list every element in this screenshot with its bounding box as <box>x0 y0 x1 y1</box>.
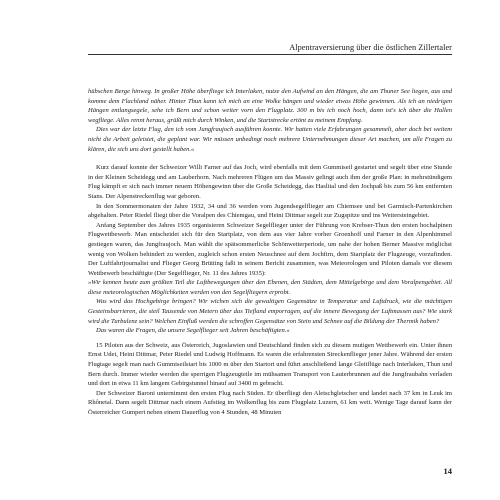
paragraph: 15 Piloten aus der Schweiz, aus Österreich, Jugoslawien und Deutschland finden sich zu diesem mutigen Wettbewerb ein. Unter ihnen Ernst Udet, Heini Dittmar, Peter Riedel und Ludwig Hoffmann. Es waren die erfahrensten Streckenflieger jener Jahre. Während der ersten Flugtage segelt man nach Gummiseilstart bis 1000 m über den Startort und führt anschließend lange Gleitflüge nach Interlaken, Thun und Bern durch. Immer wieder werden die sperrigen Flugzeugteile im mühsamen Transport von Lauterbrunnen auf die Jungfraubahn verladen und dort in etwa 11 km langem Gebirgstunnel hinauf auf 3400 m gebracht. <box>88 341 452 388</box>
header-rule <box>88 54 452 55</box>
body-text <box>88 87 452 418</box>
paragraph: Der Schweizer Baroni unternimmt den ersten Flug nach Süden. Er überfliegt den Aletschgletscher und landet nach 37 km in Leuk im Rhônetal. Dann segelt Dittmar nach einem Aufstieg im Wolkenflug bis zum Flugplatz Luzern, 61 km weit. Wenige Tage darauf kann der Österreicher Gumpert neben einem Dauerflug von 4 Stunden, 48 Minuten <box>88 389 452 416</box>
paragraph: Anfang September des Jahres 1935 organisieren Schweizer Segelflieger unter der Führung von Krebser-Thun den ersten hochalpinen Flugwettbewerb. Man entscheidet sich für den Startplatz, von dem aus vier Jahre vorher Groenhoff und Farner in den Alpenhimmel gestiegen waren, das Jungfraujoch. Man wählt die spätsommerliche Schönwetterperiode, um nahe der hohen Berner Massive möglichst wenig von Wolken behindert zu werden, zugleich schon ersten Neuschnee auf dem Jochfirn, dem Startplatz der Flugzeuge, vorzufinden. Der Luftfahrtjournalist und Flieger Georg Brütting faßt in seinem Bericht zusammen, was Meteorologen und Piloten damals vor diesem Wettbewerb beschäftigte (Der Segelflieger, Nr. 11 des Jahres 1935): <box>88 221 452 277</box>
paragraph: Dies war der letzte Flug, den ich vom Jungfraujoch ausführen konnte. Wir hatten viele Erfahrungen gesammelt, aber doch bei weitem nicht die Arbeit geleistet, die geplant war. Wir müssen unbedingt noch mehrere Unternehmungen dieser Art machen, um alle Fragen zu klären, die sich uns dort gestellt haben.« <box>88 126 452 153</box>
quote-paragraph: Das waren die Fragen, die unsere Segelflieger seit Jahren beschäftigten.« <box>96 327 290 335</box>
page-number: 14 <box>443 466 452 476</box>
paragraph: hübschen Berge hinweg. In großer Höhe überfliege ich Interlaken, nutze den Aufwind an den Hängen, die am Thuner See liegen, aus und komme dem Flachland näher. Hinter Thun kann ich mich an eine Wolke hängen und wieder etwas Höhe gewinnen. Als ich an niedrigen Hängen entlangsegele, sehe ich Bern und schon weiter vorn den Flugplatz. 300 m bis ich noch hoch, dann ist's ich über die Hallen wegfliege. Alles rennt heraus, grüßt mich durch Winken, und die Startstrecke ertönt zu meinem Empfang. <box>88 88 452 124</box>
quote-paragraph: Was wird das Hochgebirge bringen? Wir wichen sich die gewaltigen Gegensätze in Temperatur und Luftdruck, wie die mächtigen Gesteinsbarrieren, die steil Tausende von Metern über das Tiefland emporragen, auf die innere Bewegung der Luftmassen aus? Wie stark wird die Turbulenz sein? Welchen Einfluß werden die schroffen Gegensätze von Stein und Schnee auf die Bildung der Thermik haben? <box>88 298 452 325</box>
header-title: Alpentraversierung über die östlichen Zillertaler <box>289 43 452 52</box>
running-header <box>0 43 500 57</box>
quote-paragraph: »Wir kennen heute zum größten Teil die Luftbewegungen über den Ebenen, den Städten, dem Mittelgebirge und dem Voralpengebiet. All diese meteorologischen Möglichkeiten werden von den Segelfliegern erprobt. <box>88 279 452 296</box>
paragraph: In den Sommermonaten der Jahre 1932, 34 und 36 werden vom Jugendsegelflieger am Chiemsee und bei Garmisch-Partenkirchen abgehalten. Peter Riedel fliegt über die Voralpen des Chiemgau, und Heini Dittmar segelt zur Zugspitze und ins Wettersteingebiet. <box>88 202 452 220</box>
paragraph: Kurz darauf konnte der Schweizer Willi Farner auf das Joch, wird ebenfalls mit dem Gummiseil gestartet und segelt über eine Stunde in der Kleinen Scheidegg und am Lauberhorn. Nach mehreren Flügen um das Massiv gelingt auch ihm der große Plan: in mehrstündigem Flug kämpft er sich nach immer neuem Höhengewinn über die Große Scheidegg, das Haslital und den Jochpaß bis zum 56 km entfernten Stans. Der Alpenstreckenflug war geboren. <box>88 164 452 200</box>
